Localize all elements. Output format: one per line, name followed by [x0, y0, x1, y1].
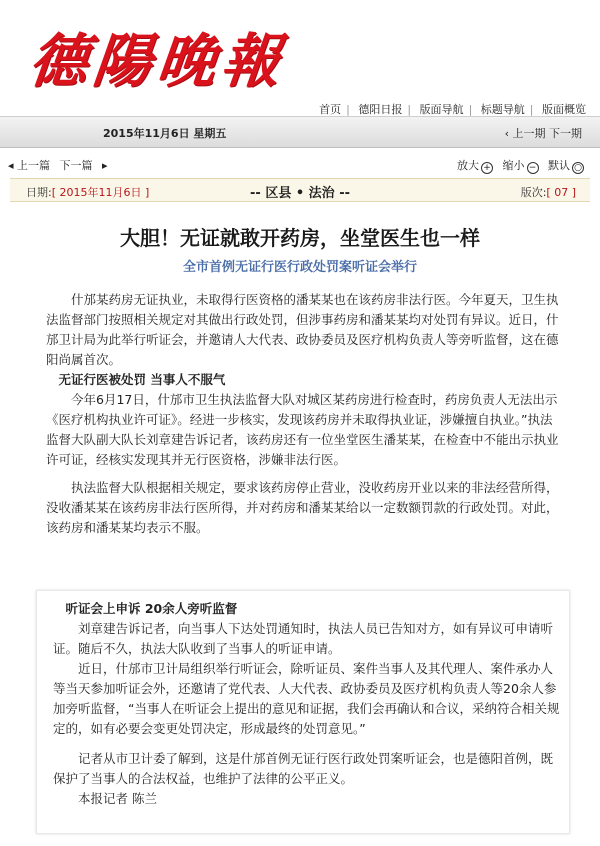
- section-bar: [10, 178, 590, 202]
- default-size-button[interactable]: [548, 159, 584, 172]
- next-issue-link[interactable]: 下一期: [549, 127, 582, 140]
- zoom-out-button[interactable]: [503, 159, 539, 172]
- next-article-link[interactable]: 下一篇: [59, 159, 93, 172]
- section-title: -- 区县 • 法治 --: [250, 186, 350, 201]
- article-body: [46, 290, 562, 538]
- prev-article-link[interactable]: 上一篇: [17, 159, 51, 172]
- minus-icon: −: [527, 162, 539, 174]
- article-card: [36, 590, 570, 834]
- prev-issue-link[interactable]: 上一期: [512, 127, 546, 140]
- date-bar: [0, 116, 600, 148]
- zoom-in-button[interactable]: [457, 159, 493, 172]
- date-label: 日期:: [26, 186, 52, 199]
- section-heading: 听证会上申诉 20余人旁听监督: [65, 601, 238, 616]
- plus-icon: +: [481, 162, 493, 174]
- article-toolbar: [0, 154, 600, 174]
- article-paragraph: 执法监督大队根据相关规定，要求该药房停止营业，没收药房开业以来的非法经营所得，没收潘某某在该药房非法行医所得，并对药房和潘某某给以一定数额罚款的行政处罚。对此，该药房和潘某某均表示不服。: [46, 480, 559, 535]
- article-subhead: 全市首例无证行医行政处罚案听证会举行: [182, 260, 417, 275]
- zoom-out-label: 缩小: [502, 159, 525, 172]
- article-paragraph: 记者从市卫计委了解到，这是什邡首例无证行医行政处罚案听证会，也是德阳首例，既保护了当事人的合法权益，也维护了法律的公平正义。: [53, 751, 554, 786]
- article-headline: 大胆！无证就敢开药房，坐堂医生也一样: [120, 226, 480, 250]
- newspaper-logo[interactable]: 德陽晚報: [25, 27, 290, 95]
- top-nav: 首页 | 德阳日报 | 版面导航 | 标题导航 | 版面概览: [319, 103, 586, 116]
- date-value: [ 2015年11月6日 ]: [51, 186, 150, 199]
- nav-home-link[interactable]: 首页: [319, 103, 342, 116]
- default-label: 默认: [548, 159, 570, 172]
- article-paragraph: 近日，什邡市卫计局组织举行听证会，除听证员、案件当事人及其代理人、案件承办人等当天参加听证会外，还邀请了党代表、人大代表、政协委员及医疗机构负责人等20余人参加旁听监督，“当事人在听证会上提出的意见和证据，我们会再确认和合议，采纳符合相关规定的，如有必要会变更处罚决定，形成最终的处罚意见。”: [53, 661, 560, 736]
- prev-arrow-icon: ◂: [8, 159, 14, 172]
- nav-title-guide-link[interactable]: 标题导航: [480, 103, 525, 116]
- section-heading: 无证行医被处罚 当事人不服气: [58, 372, 226, 387]
- article-paragraph: 今年6月17日，什邡市卫生执法监督大队对城区某药房进行检查时，药房负责人无法出示《医疗机构执业许可证》。经进一步核实，发现该药房并未取得执业证，涉嫌擅自执业。”执法监督大队副大队长刘章建告诉记者，该药房还有一位坐堂医生潘某某，在检查中不能出示执业许可证，经核实发现其并无行医资格，涉嫌非法行医。: [46, 392, 559, 467]
- nav-page-overview-link[interactable]: 版面概览: [542, 103, 586, 116]
- zoom-in-label: 放大: [457, 159, 479, 172]
- article-paragraph: 刘章建告诉记者，向当事人下达处罚通知时，执法人员已告知对方，如有异议可申请听证。随后不久，执法大队收到了当事人的听证申请。: [53, 621, 554, 656]
- issue-nav: [505, 125, 582, 141]
- nav-deyang-daily-link[interactable]: 德阳日报: [358, 103, 403, 116]
- page-value: [ 07 ]: [546, 186, 576, 199]
- masthead: [0, 0, 600, 98]
- page-label: 版次:: [520, 186, 547, 199]
- issue-date: 2015年11月6日 星期五: [103, 127, 227, 140]
- author-byline: 本报记者 陈兰: [78, 791, 157, 806]
- reset-icon: ○: [572, 162, 584, 174]
- article-paragraph: 什邡某药房无证执业，未取得行医资格的潘某某也在该药房非法行医。今年夏天，卫生执法监督部门按照相关规定对其做出行政处罚，但涉事药房和潘某某均对处罚有异议。近日，什邡卫计局为此举行听证会，并邀请人大代表、政协委员及医疗机构负责人等旁听监督，这在德阳尚属首次。: [46, 292, 559, 367]
- nav-page-guide-link[interactable]: 版面导航: [419, 103, 464, 116]
- section-page: [521, 184, 576, 200]
- next-arrow-icon: ▸: [102, 159, 108, 172]
- back-arrow-icon: ‹: [504, 127, 509, 140]
